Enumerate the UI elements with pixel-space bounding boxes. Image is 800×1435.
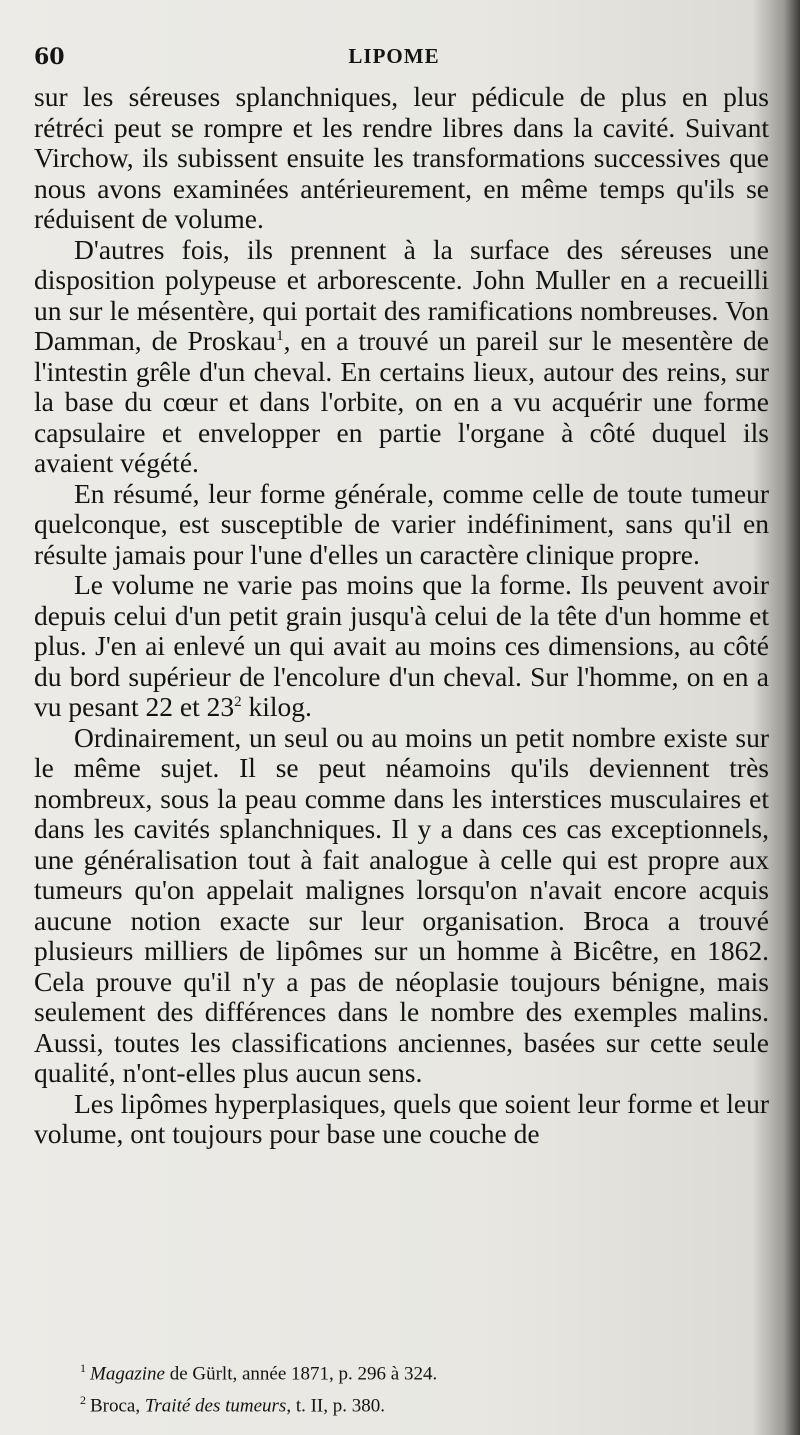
paragraph	[34, 723, 769, 1089]
footnote-reference: 1	[276, 327, 284, 344]
footnotes	[80, 1355, 760, 1420]
footnote-title: Magazine	[90, 1363, 165, 1385]
paragraph-text: kilog.	[241, 691, 312, 722]
page-number: 60	[34, 44, 65, 70]
footnote-mark: 2	[80, 1393, 86, 1408]
paragraph-text: En résumé, leur forme générale, comme celle de toute tumeur quelconque, est susceptible de varier indéfiniment, sans qu'il en résulte jamais pour l'une d'elles un caractère clinique propre.	[34, 477, 769, 570]
paragraph	[34, 479, 769, 571]
footnote-text: de Gürlt, année 1871, p. 296 à 324.	[164, 1363, 438, 1385]
paragraph-text: Ordinairement, un seul ou au moins un petit nombre existe sur le même sujet. Il se peut néamoins qu'ils deviennent très nombreux, sous la peau comme dans les interstices musculaires et dans les cavités splanchniques. Il y a dans ces cas exceptionnels, une généralisation tout à fait analogue à celle qui est propre aux tumeurs qu'on appelait malignes lorsqu'on n'avait encore acquis aucune notion exacte sur leur organisation. Broca a trouvé plusieurs milliers de lipômes sur un homme à Bicêtre, en 1862. Cela prouve qu'il n'y a pas de néoplasie toujours bénigne, mais seulement des différences dans le nombre des exemples malins. Aussi, toutes les classifications anciennes, basées sur cette seule qualité, n'ont-elles plus aucun sens.	[34, 721, 769, 1088]
running-title: LIPOME	[348, 44, 440, 68]
paragraph-text: , en a trouvé un pareil sur le mesentère de l'intestin grêle d'un cheval. En certains lieux, autour des reins, sur la base du cœur et dans l'orbite, on en a vu acquérir une forme capsulaire et envelopper en partie l'organe à côté duquel ils avaient végété.	[34, 325, 769, 478]
footnote	[80, 1387, 760, 1419]
footnote-text: , t. II, p. 380.	[286, 1395, 386, 1417]
paragraph	[34, 235, 769, 479]
body-text	[34, 82, 769, 1150]
paragraph-text: Les lipômes hyperplasiques, quels que soient leur forme et leur volume, ont toujours pour base une couche de	[34, 1087, 769, 1149]
paragraph	[34, 570, 769, 723]
footnote-title: Traité des tumeurs	[144, 1395, 287, 1417]
page-header	[34, 44, 754, 76]
paragraph	[34, 82, 769, 235]
footnote-reference: 2	[234, 693, 242, 710]
paragraph-text: sur les séreuses splanchniques, leur pédicule de plus en plus rétréci peut se rompre et les rendre libres dans la cavité. Suivant Virchow, ils subissent ensuite les transformations successives que nous avons examinées antérieurement, en même temps qu'ils se réduisent de volume.	[34, 81, 769, 234]
paragraph-text: Le volume ne varie pas moins que la forme. Ils peuvent avoir depuis celui d'un petit grain jusqu'à celui de la tête d'un homme et plus. J'en ai enlevé un qui avait au moins ces dimensions, au côté du bord supérieur de l'encolure d'un cheval. Sur l'homme, on en a vu pesant 22 et 23	[34, 569, 769, 722]
footnote-mark: 1	[80, 1361, 86, 1375]
footnote	[80, 1355, 760, 1387]
paragraph	[34, 1089, 769, 1150]
footnote-author: Broca,	[90, 1395, 145, 1417]
paragraph-text: D'autres fois, ils prennent à la surface des séreuses une disposition polypeuse et arborescente. John Muller en a recueilli un sur le mésentère, qui portait des ramifications nombreuses. Von Damman, de Proskau	[34, 233, 769, 356]
